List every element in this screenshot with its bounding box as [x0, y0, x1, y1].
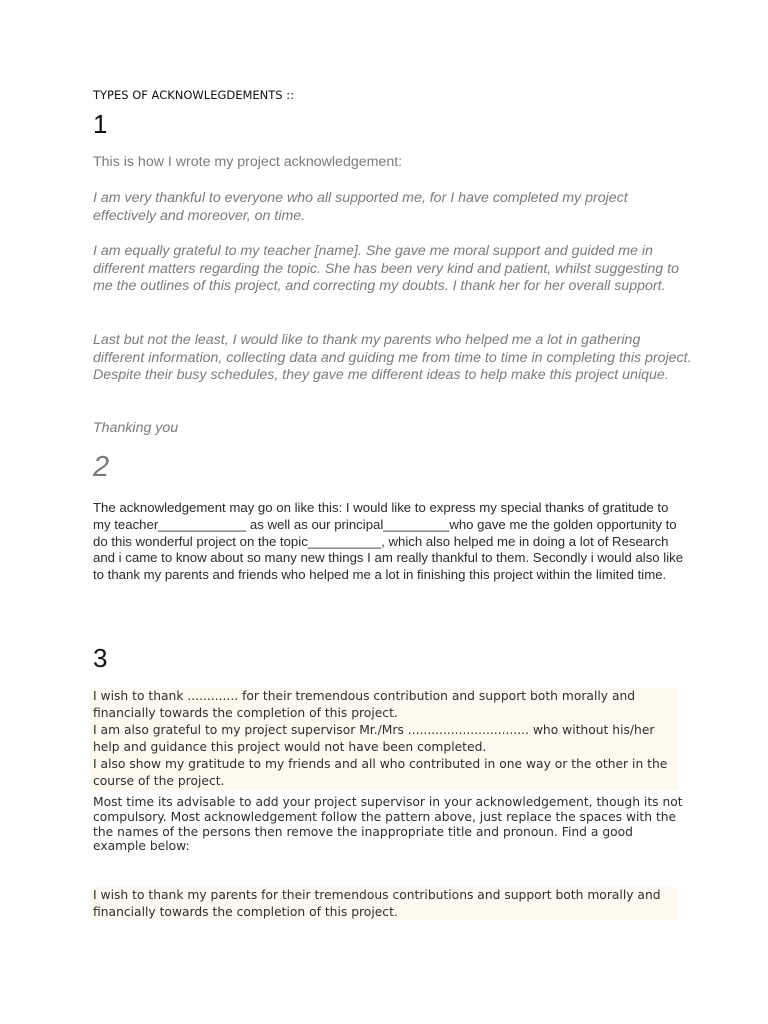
section-3-highlight-block [90, 688, 678, 790]
section-3-example: I wish to thank my parents for their tremendous contributions and support both morally and financially towards the completion of this project. [93, 888, 661, 919]
section-3-line-1: I wish to thank ............. for their tremendous contribution and support both morally and financially towards the completion of this project. [93, 689, 636, 720]
section-3-number: 3 [93, 643, 108, 673]
section-1-paragraph-1: I am very thankful to everyone who all supported me, for I have completed my project effectively and moreover, on time. [93, 190, 628, 224]
section-1-paragraph-2: I am equally grateful to my teacher [name]. She gave me moral support and guided me in different matters regarding the topic. She has been very kind and patient, whilst suggesting to me the outlines of this project, and correcting my doubts. I thank her for her overall support. [93, 243, 679, 295]
section-3-line-3: I also show my gratitude to my friends and all who contributed in one way or the other in the course of the project. [93, 757, 668, 788]
section-1-paragraph-3: Last but not the least, I would like to thank my parents who helped me a lot in gathering different information, collecting data and guiding me from time to time in completing this project. Despite their busy schedules, they gave me different ideas to help make this project unique. [93, 332, 692, 384]
section-3-note: Most time its advisable to add your project supervisor in your acknowledgement, though its not compulsory. Most acknowledgement follow the pattern above, just replace the spaces with the the names of the persons then remove the inappropriate title and pronoun. Find a good example below: [93, 795, 683, 854]
section-3-example-block [90, 887, 678, 920]
section-2-text: The acknowledgement may go on like this: I would like to express my special thanks of gratitude to my teacher____________ as well as our principal_________who gave me the golden opportunity to do this wonderful project on the topic__________, which also helped me in doing a lot of Research and i came to know about so many new things I am really thankful to them. Secondly i would also like to thank my parents and friends who helped me a lot in finishing this project within the limited time. [93, 500, 684, 583]
section-3-line-2: I am also grateful to my project supervisor Mr./Mrs ............................... who without his/her help and guidance this project would not have been completed. [93, 723, 655, 754]
section-1-number: 1 [93, 109, 108, 139]
section-1-intro: This is how I wrote my project acknowledgement: [93, 154, 403, 170]
document-heading: TYPES OF ACKNOWLEGDEMENTS :: [93, 88, 295, 102]
section-2-number: 2 [93, 451, 110, 483]
section-1-closing: Thanking you [93, 420, 179, 436]
